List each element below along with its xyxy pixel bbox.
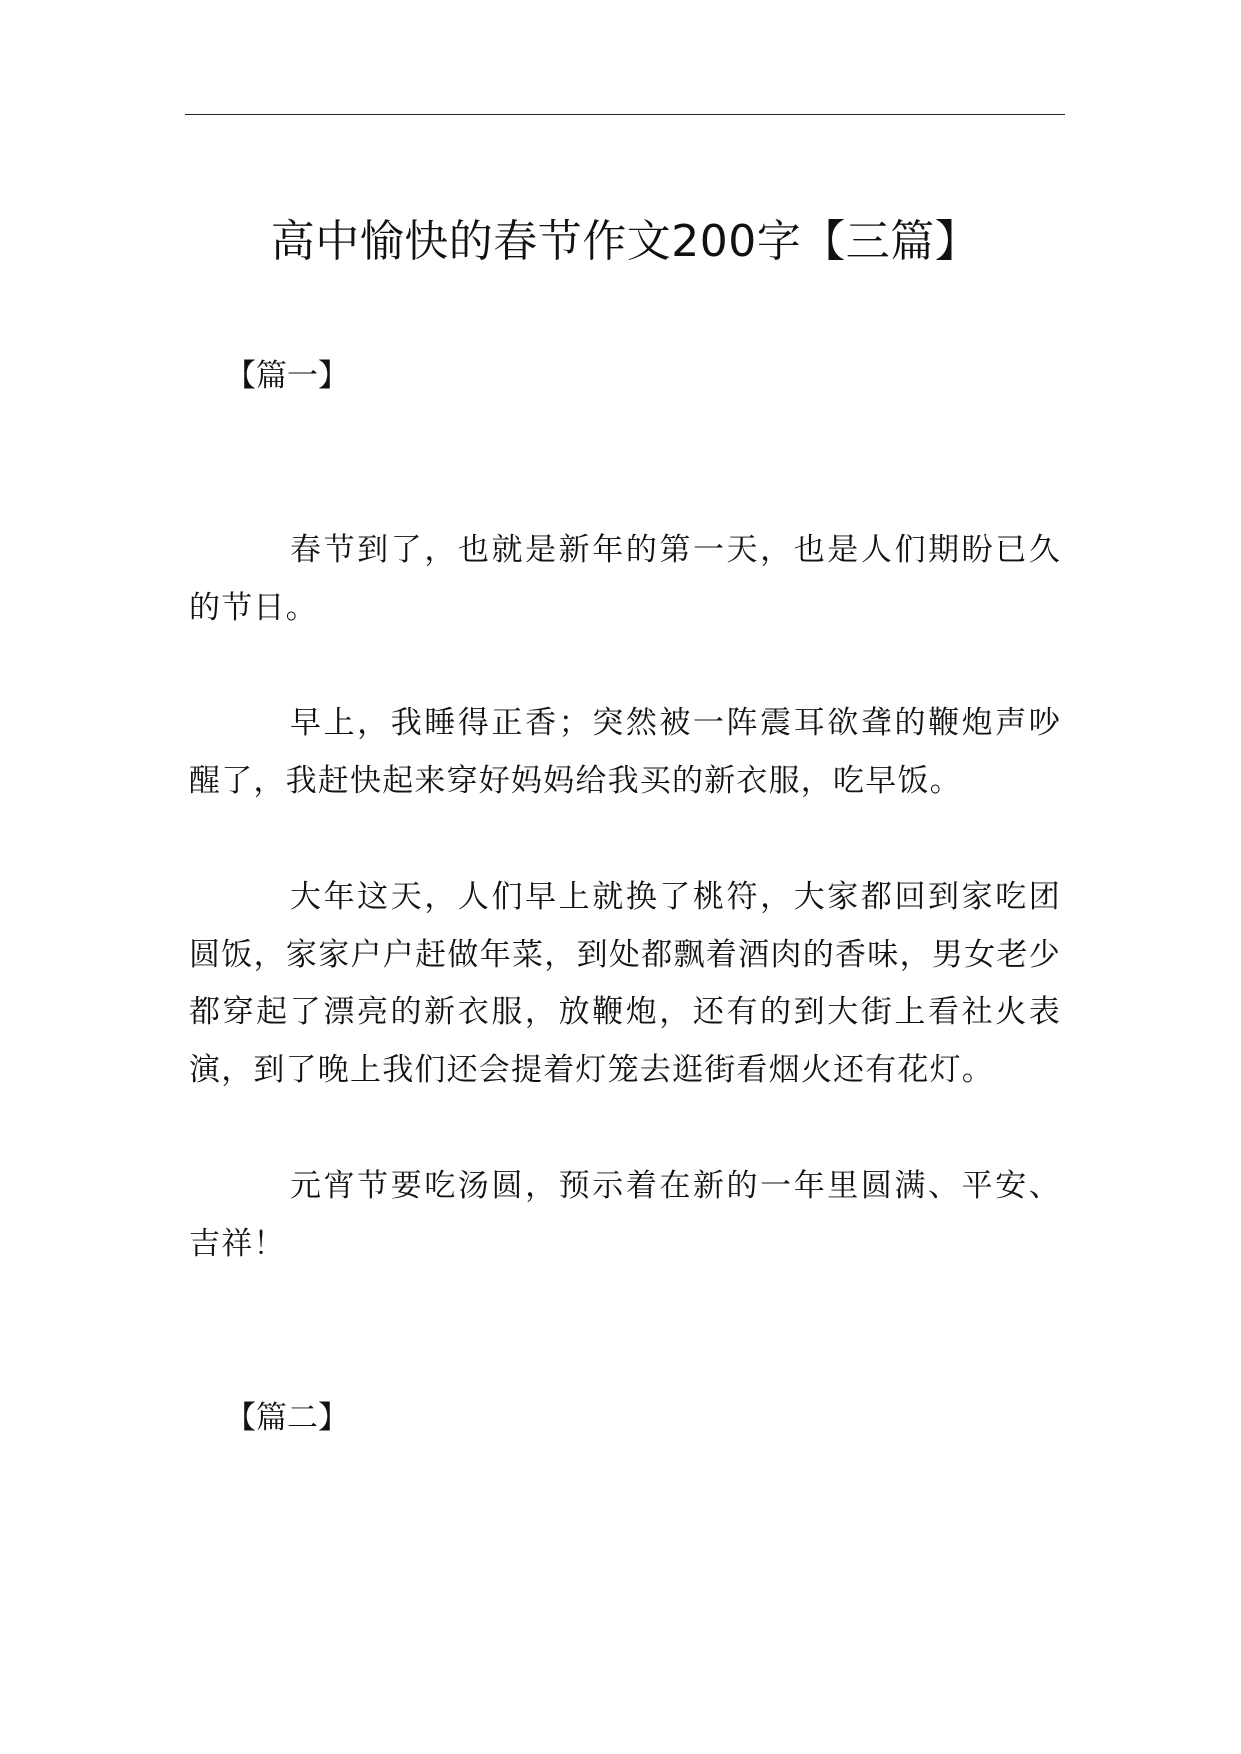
section-label-1: 【篇一】 xyxy=(225,358,349,394)
paragraph-2: 早上，我睡得正香；突然被一阵震耳欲聋的鞭炮声吵醒了，我赶快起来穿好妈妈给我买的新衣服，吃早饭。 xyxy=(189,705,1061,799)
paragraph-1: 春节到了，也就是新年的第一天，也是人们期盼已久的节日。 xyxy=(189,532,1061,626)
document-title: 高中愉快的春节作文200字【三篇】 xyxy=(270,216,980,267)
paragraph-3: 大年这天，人们早上就换了桃符，大家都回到家吃团圆饭，家家户户赶做年菜，到处都飘着酒肉的香味，男女老少都穿起了漂亮的新衣服，放鞭炮，还有的到大街上看社火表演，到了晚上我们还会提着灯笼去逛街看烟火还有花灯。 xyxy=(189,879,1061,1088)
section-label-2: 【篇二】 xyxy=(225,1400,349,1436)
header-rule xyxy=(185,114,1065,115)
paragraph-4: 元宵节要吃汤圆，预示着在新的一年里圆满、平安、吉祥！ xyxy=(189,1168,1061,1262)
